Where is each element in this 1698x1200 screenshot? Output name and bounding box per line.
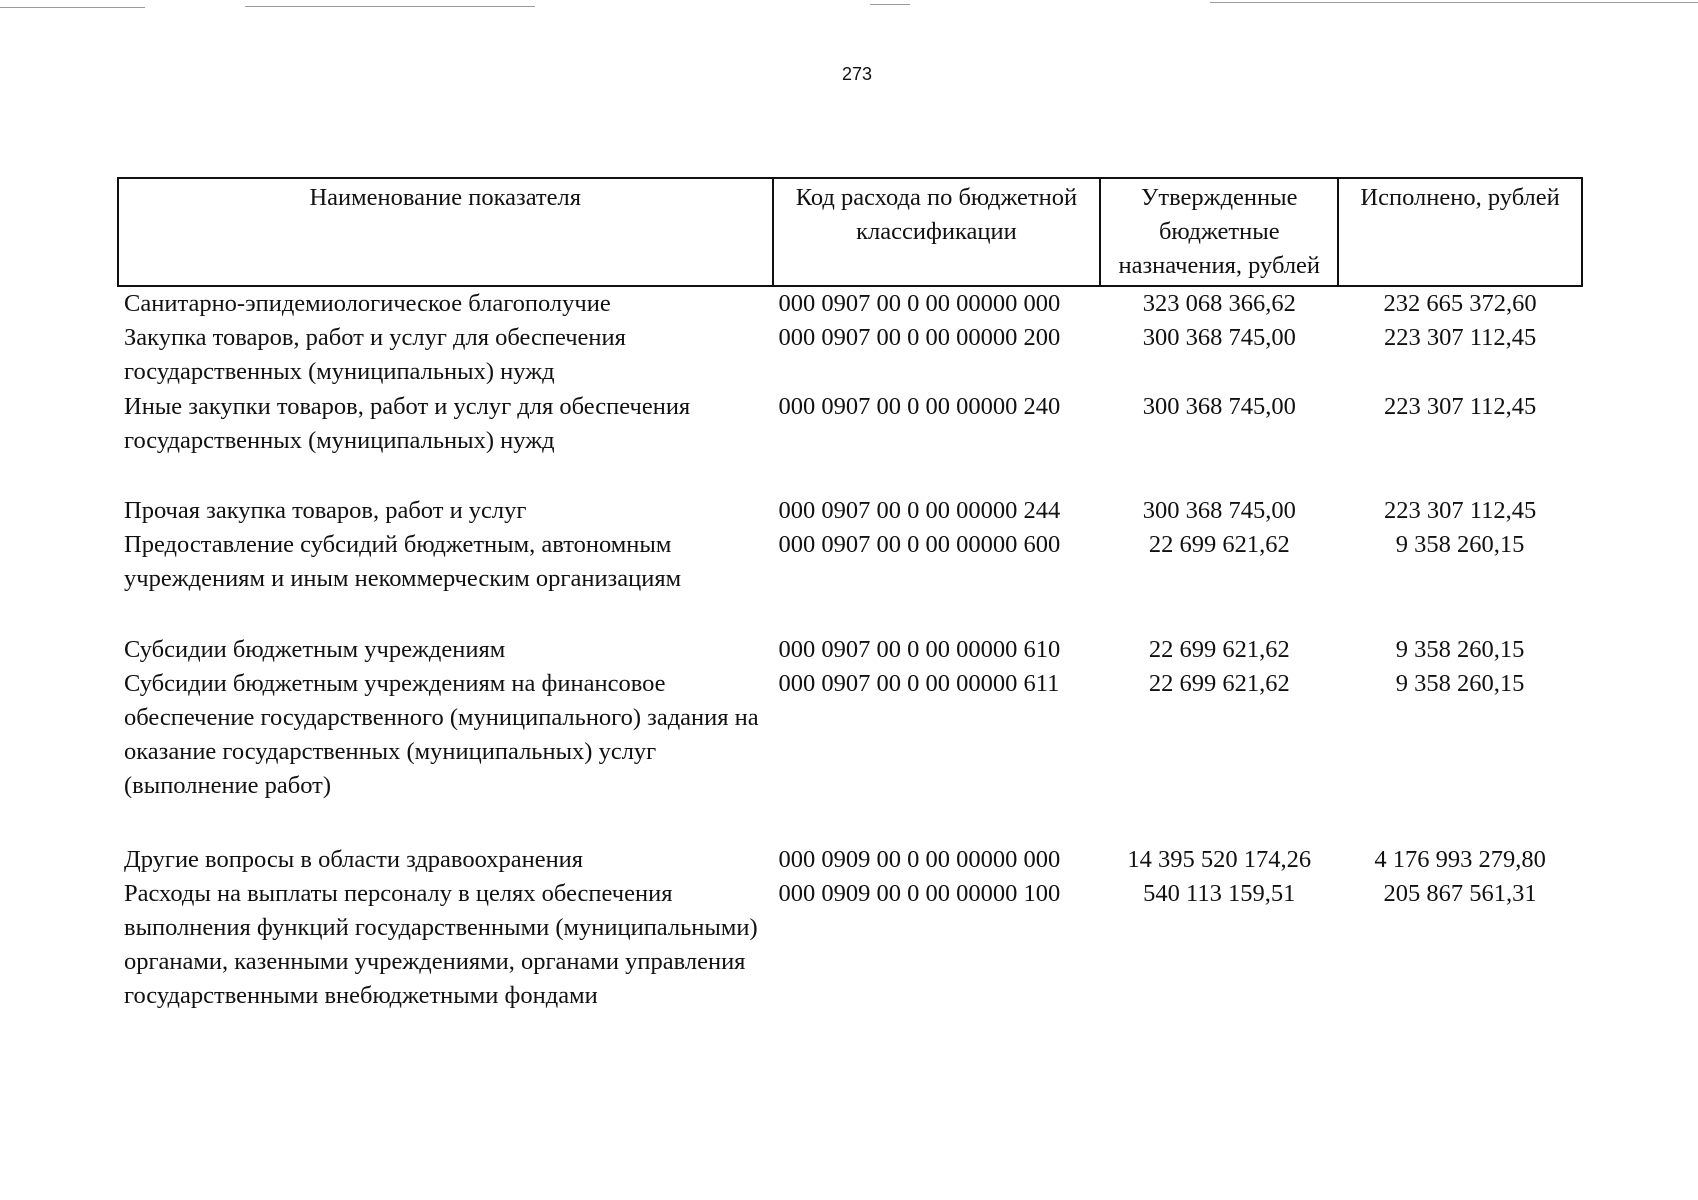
- executed-amount: 223 307 112,45: [1383, 497, 1537, 524]
- executed-amount: 223 307 112,45: [1383, 393, 1537, 420]
- executed-amount: 232 665 372,60: [1383, 290, 1537, 317]
- approved-amount: 22 699 621,62: [1148, 636, 1290, 663]
- table-row: [118, 286, 1582, 321]
- approved-amount: 22 699 621,62: [1148, 670, 1290, 697]
- column-header-executed-amount: Исполнено, рублей: [1338, 178, 1582, 286]
- table-row: [118, 494, 1582, 528]
- table-row: [118, 321, 1582, 390]
- budget-code: 000 0907 00 0 00 00000 611: [778, 670, 1060, 697]
- approved-amount: 323 068 366,62: [1142, 290, 1296, 317]
- approved-amount: 14 395 520 174,26: [1127, 846, 1312, 873]
- scan-artifact-line: [0, 7, 145, 8]
- indicator-name: Прочая закупка товаров, работ и услуг: [124, 497, 527, 524]
- table-row: [118, 667, 1582, 843]
- indicator-name: Расходы на выплаты персоналу в целях обеспечения выполнения функций государственными (муниципальными) органами, казенными учреждениями, органами управления государственными внебюджетными фондами: [124, 880, 758, 1009]
- scan-artifact-line: [870, 4, 910, 5]
- executed-amount: 205 867 561,31: [1383, 880, 1537, 907]
- budget-execution-table: [117, 177, 1583, 1013]
- budget-code: 000 0907 00 0 00 00000 610: [778, 636, 1061, 663]
- scan-artifact-line: [1210, 2, 1698, 3]
- executed-amount: 9 358 260,15: [1395, 531, 1525, 558]
- indicator-name: Субсидии бюджетным учреждениям на финансовое обеспечение государственного (муниципального) задания на оказание государственных (муниципальных) услуг (выполнение работ): [124, 670, 759, 799]
- indicator-name: Субсидии бюджетным учреждениям: [124, 636, 506, 663]
- budget-code: 000 0907 00 0 00 00000 240: [778, 393, 1061, 420]
- budget-code: 000 0909 00 0 00 00000 000: [778, 846, 1061, 873]
- approved-amount: 22 699 621,62: [1148, 531, 1290, 558]
- indicator-name: Иные закупки товаров, работ и услуг для обеспечения государственных (муниципальных) нужд: [124, 393, 691, 454]
- column-header-approved-amount: Утвержденные бюджетные назначения, рублей: [1100, 178, 1338, 286]
- table-row: [118, 633, 1582, 667]
- budget-code: 000 0907 00 0 00 00000 600: [778, 531, 1061, 558]
- approved-amount: 300 368 745,00: [1142, 324, 1296, 351]
- indicator-name: Другие вопросы в области здравоохранения: [124, 846, 584, 873]
- budget-code: 000 0907 00 0 00 00000 244: [778, 497, 1061, 524]
- page-number: 273: [841, 64, 873, 84]
- executed-amount: 4 176 993 279,80: [1374, 846, 1546, 873]
- column-header-budget-code: Код расхода по бюджетной классификации: [773, 178, 1101, 286]
- indicator-name: Санитарно-эпидемиологическое благополучие: [124, 290, 611, 317]
- approved-amount: 300 368 745,00: [1142, 497, 1296, 524]
- budget-code: 000 0909 00 0 00 00000 100: [778, 880, 1061, 907]
- budget-code: 000 0907 00 0 00 00000 000: [778, 290, 1061, 317]
- table-row: [118, 528, 1582, 633]
- scan-artifact-line: [245, 6, 535, 7]
- table-row: [118, 877, 1582, 1013]
- table-row: [118, 390, 1582, 494]
- executed-amount: 9 358 260,15: [1395, 636, 1525, 663]
- approved-amount: 540 113 159,51: [1143, 880, 1296, 907]
- indicator-name: Предоставление субсидий бюджетным, автономным учреждениям и иным некоммерческим организациям: [124, 531, 682, 592]
- table-row: [118, 843, 1582, 877]
- indicator-name: Закупка товаров, работ и услуг для обеспечения государственных (муниципальных) нужд: [124, 324, 626, 385]
- approved-amount: 300 368 745,00: [1142, 393, 1296, 420]
- table-header-row: [118, 178, 1582, 286]
- budget-code: 000 0907 00 0 00 00000 200: [778, 324, 1061, 351]
- executed-amount: 223 307 112,45: [1383, 324, 1537, 351]
- column-header-indicator-name: Наименование показателя: [118, 178, 773, 286]
- executed-amount: 9 358 260,15: [1395, 670, 1525, 697]
